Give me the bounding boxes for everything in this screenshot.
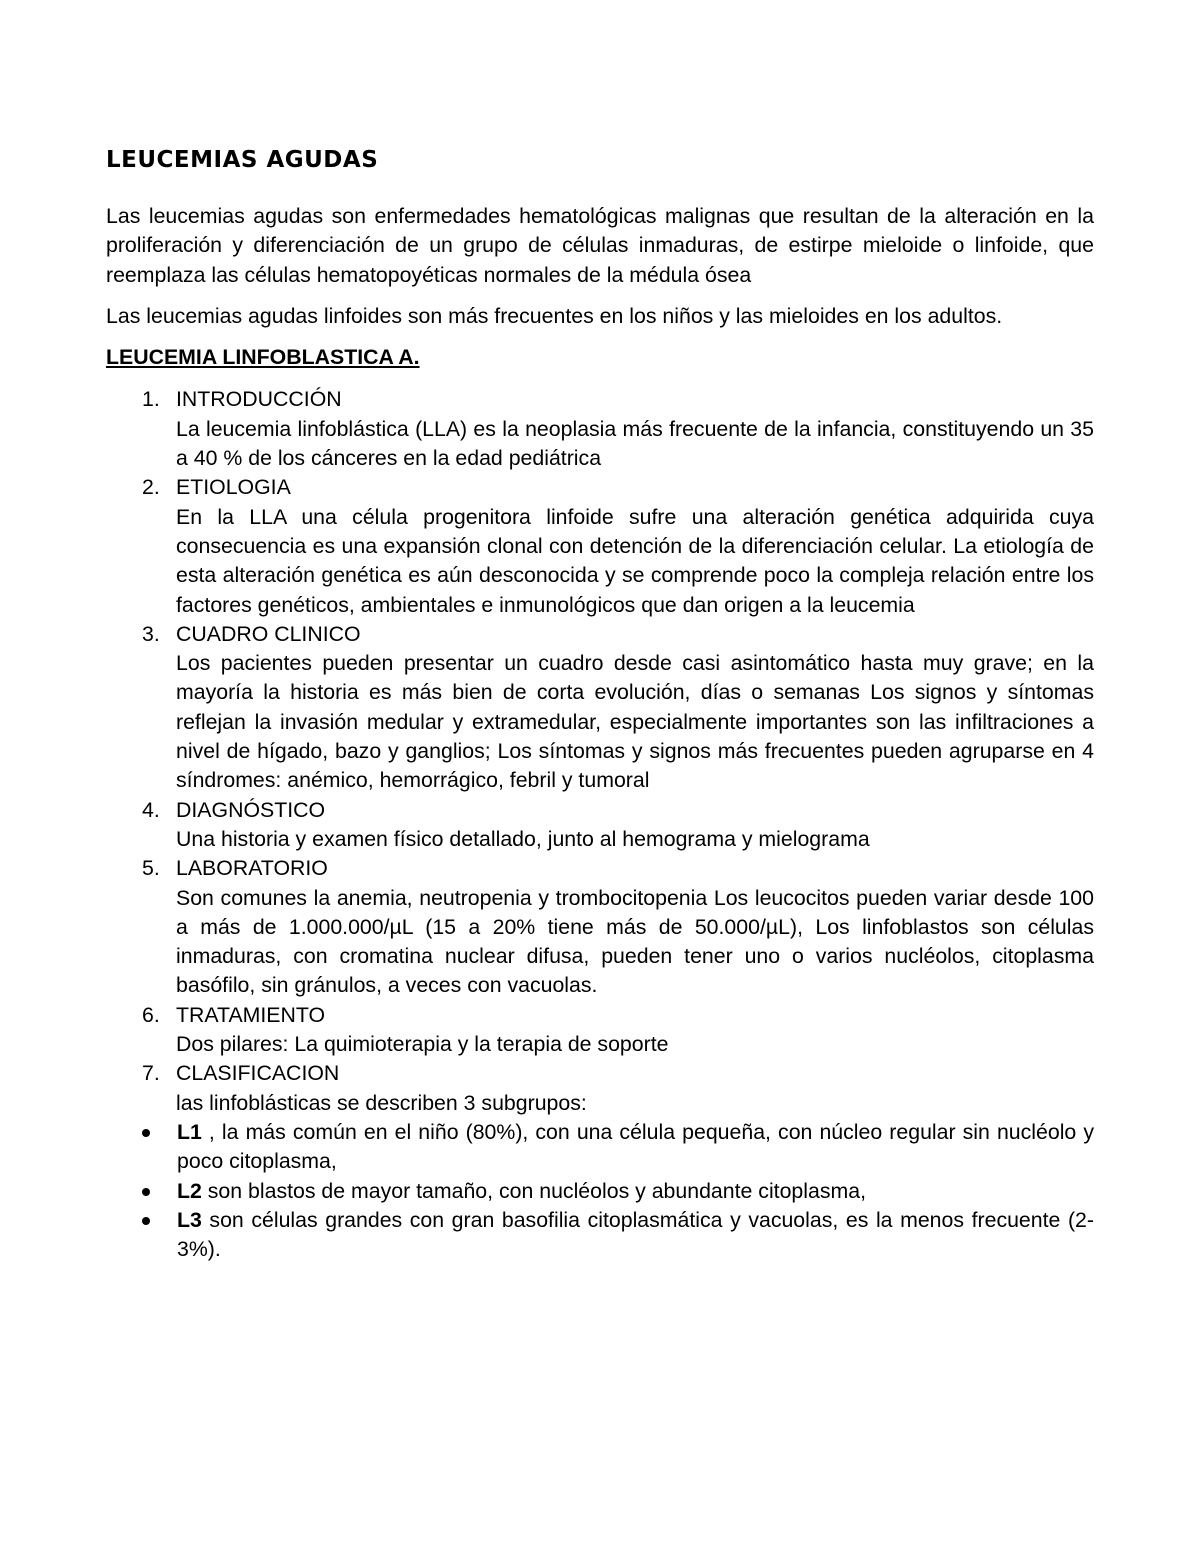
section-number: 6.	[142, 1002, 160, 1027]
subgroup-bullet-list	[106, 1118, 1094, 1264]
section-heading-text: CUADRO CLINICO	[176, 621, 361, 646]
document-title: LEUCEMIAS AGUDAS	[106, 147, 379, 173]
section-heading-text: ETIOLOGIA	[176, 475, 291, 500]
subgroup-description: , la más común en el niño (80%), con una célula pequeña, con núcleo regular sin nucléolo y poco citoplasma,	[177, 1119, 1094, 1174]
subgroup-description: son blastos de mayor tamaño, con nucléolos y abundante citoplasma,	[201, 1178, 867, 1203]
section-number: 4.	[142, 797, 160, 822]
section-item-cuadro-clinico	[106, 620, 1094, 796]
section-item-etiologia	[106, 473, 1094, 619]
section-heading-text: DIAGNÓSTICO	[176, 797, 326, 822]
section-heading: LEUCEMIA LINFOBLASTICA A.	[106, 345, 420, 370]
intro-paragraph-definition: Las leucemias agudas son enfermedades hematológicas malignas que resultan de la alteración en la proliferación y diferenciación de un grupo de células inmaduras, de estirpe mieloide o linfoide, que reemplaza las células hematopoyéticas normales de la médula ósea	[106, 204, 1094, 287]
list-item	[106, 1206, 1094, 1265]
section-item-tratamiento	[106, 1001, 1094, 1060]
section-number: 7.	[142, 1061, 160, 1086]
section-body: En la LLA una célula progenitora linfoide sufre una alteración genética adquirida cuya consecuencia es una expansión clonal con detención de la diferenciación celular. La etiología de esta alteración genética es aún desconocida y se comprende poco la compleja relación entre los factores genéticos, ambientales e inmunológicos que dan origen a la leucemia	[176, 504, 1094, 617]
subgroup-code: L3	[177, 1207, 202, 1232]
list-item	[106, 1118, 1094, 1177]
list-item	[106, 1177, 1094, 1206]
subgroup-code: L2	[177, 1178, 202, 1203]
bullet-icon	[142, 1129, 150, 1137]
intro-paragraph-frequency: Las leucemias agudas linfoides son más frecuentes en los niños y las mieloides en los adultos.	[106, 303, 1003, 328]
document-page	[106, 140, 1094, 1264]
section-body: Los pacientes pueden presentar un cuadro desde casi asintomático hasta muy grave; en la mayoría la historia es más bien de corta evolución, días o semanas Los signos y síntomas reflejan la invasión medular y extramedular, especialmente importantes son las infiltraciones a nivel de hígado, bazo y ganglios; Los síntomas y signos más frecuentes pueden agruparse en 4 síndromes: anémico, hemorrágico, febril y tumoral	[176, 651, 1094, 793]
section-heading-text: INTRODUCCIÓN	[176, 387, 342, 412]
section-body: Son comunes la anemia, neutropenia y trombocitopenia Los leucocitos pueden variar desde 100 a más de 1.000.000/µL (15 a 20% tiene más de 50.000/µL), Los linfoblastos son células inmaduras, con cromatina nuclear difusa, pueden tener uno o varios nucléolos, citoplasma basófilo, sin gránulos, a veces con vacuolas.	[176, 885, 1094, 998]
section-item-clasificacion	[106, 1059, 1094, 1118]
section-number: 1.	[142, 387, 160, 412]
section-number: 5.	[142, 856, 160, 881]
subgroup-description: son células grandes con gran basofilia citoplasmática y vacuolas, es la menos frecuente (2-3%).	[177, 1207, 1094, 1262]
subgroup-code: L1	[177, 1119, 202, 1144]
section-body: Una historia y examen físico detallado, junto al hemograma y mielograma	[176, 826, 870, 851]
section-body: La leucemia linfoblástica (LLA) es la neoplasia más frecuente de la infancia, constituyendo un 35 a 40 % de los cánceres en la edad pediátrica	[176, 416, 1094, 471]
section-body: las linfoblásticas se describen 3 subgrupos:	[176, 1090, 587, 1115]
section-item-diagnostico	[106, 796, 1094, 855]
bullet-icon	[142, 1217, 150, 1225]
section-heading-text: LABORATORIO	[176, 856, 328, 881]
section-number: 2.	[142, 475, 160, 500]
section-body: Dos pilares: La quimioterapia y la terapia de soporte	[176, 1032, 669, 1057]
section-number: 3.	[142, 621, 160, 646]
numbered-section-list	[106, 385, 1094, 1117]
section-item-laboratorio	[106, 854, 1094, 1000]
section-heading-text: CLASIFICACION	[176, 1061, 340, 1086]
bullet-icon	[142, 1188, 150, 1196]
section-heading-text: TRATAMIENTO	[176, 1002, 326, 1027]
section-item-introduccion	[106, 385, 1094, 473]
